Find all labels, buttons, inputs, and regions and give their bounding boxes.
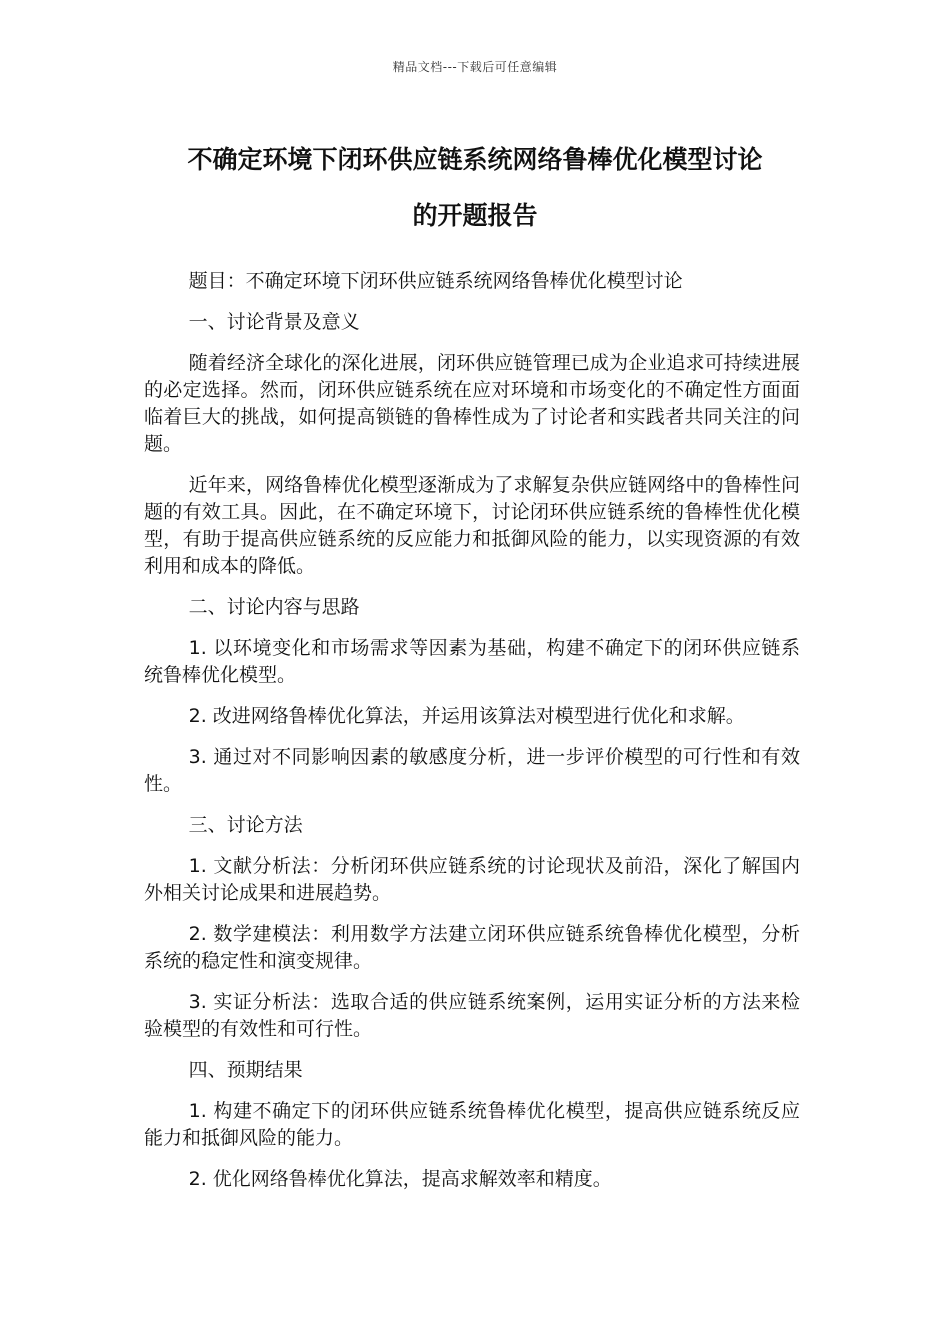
- section-heading-results: 四、预期结果: [188, 1059, 303, 1081]
- title-line-2: 的开题报告: [412, 201, 538, 230]
- list-item: 3. 实证分析法：选取合适的供应链系统案例，运用实证分析的方法来检验模型的有效性和可行性。: [144, 991, 800, 1040]
- list-item: 1. 以环境变化和市场需求等因素为基础，构建不确定下的闭环供应链系统鲁棒优化模型。: [144, 637, 800, 686]
- body-paragraph: 随着经济全球化的深化进展，闭环供应链管理已成为企业追求可持续进展的必定选择。然而，闭环供应链系统在应对环境和市场变化的不确定性方面面临着巨大的挑战，如何提高锁链的鲁棒性成为了讨论者和实践者共同关注的问题。: [144, 352, 800, 455]
- list-item: 2. 改进网络鲁棒优化算法，并运用该算法对模型进行优化和求解。: [188, 705, 745, 727]
- list-item: 1. 文献分析法：分析闭环供应链系统的讨论现状及前沿，深化了解国内外相关讨论成果和进展趋势。: [144, 855, 800, 904]
- title-line-1: 不确定环境下闭环供应链系统网络鲁棒优化模型讨论: [187, 145, 763, 174]
- subject-line: 题目：不确定环境下闭环供应链系统网络鲁棒优化模型讨论: [188, 270, 683, 292]
- section-heading-background: 一、讨论背景及意义: [188, 311, 360, 333]
- body-paragraph: 近年来，网络鲁棒优化模型逐渐成为了求解复杂供应链网络中的鲁棒性问题的有效工具。因此，在不确定环境下，讨论闭环供应链系统的鲁棒性优化模型，有助于提高供应链系统的反应能力和抵御风险的能力，以实现资源的有效利用和成本的降低。: [144, 474, 800, 577]
- document-body: [144, 268, 800, 1207]
- list-item: 3. 通过对不同影响因素的敏感度分析，进一步评价模型的可行性和有效性。: [144, 746, 800, 795]
- list-item: 2. 优化网络鲁棒优化算法，提高求解效率和精度。: [188, 1168, 612, 1190]
- document-title: [120, 132, 830, 244]
- list-item: 1. 构建不确定下的闭环供应链系统鲁棒优化模型，提高供应链系统反应能力和抵御风险的能力。: [144, 1100, 800, 1149]
- section-heading-content: 二、讨论内容与思路: [188, 596, 360, 618]
- page-header-note: 精品文档---下载后可任意编辑: [392, 60, 558, 74]
- section-heading-methods: 三、讨论方法: [188, 814, 303, 836]
- list-item: 2. 数学建模法：利用数学方法建立闭环供应链系统鲁棒优化模型，分析系统的稳定性和演变规律。: [144, 923, 800, 972]
